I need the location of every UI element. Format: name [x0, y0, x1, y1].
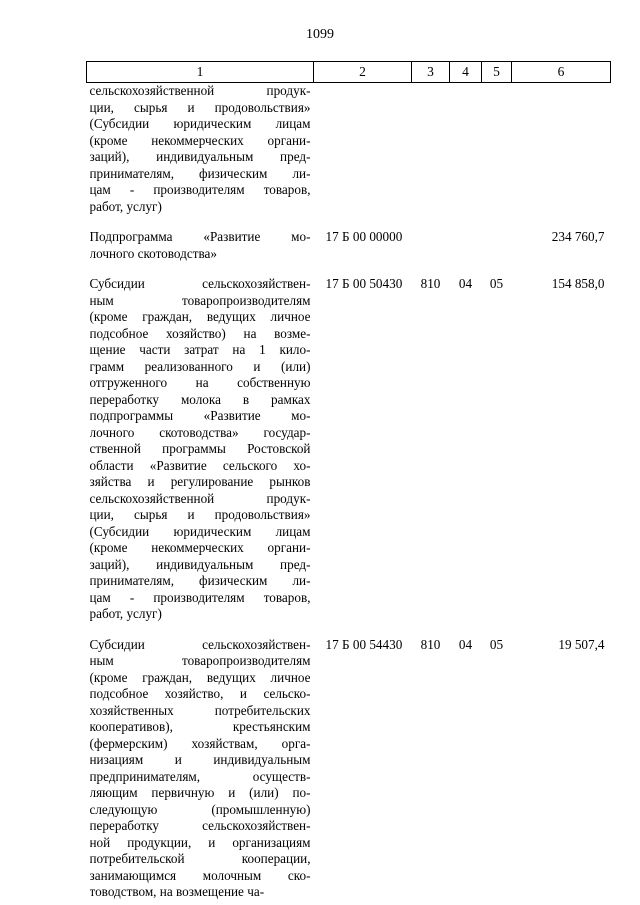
- spacer-cell: [450, 262, 482, 276]
- description-line: грамм реализованного и (или): [89, 358, 311, 374]
- description-line: переработку сельскохозяйствен-: [89, 818, 311, 833]
- description-line: сельскохозяйственной продук-: [89, 490, 311, 506]
- description-line: (кроме некоммерческих органи-: [89, 132, 311, 148]
- header-col-3: 3: [412, 62, 450, 83]
- description-line: цам - производителям товаров,: [89, 589, 311, 605]
- row-code: 17 Б 00 00000: [325, 229, 403, 244]
- description-line: области «Развитие сельского хо-: [89, 457, 311, 473]
- description-line: зяйства и регулирование рынков: [89, 474, 311, 489]
- description-line: предпринимателям, осуществ-: [89, 768, 311, 784]
- row-amount: 154 858,0: [551, 276, 605, 291]
- spacer-cell: [87, 215, 314, 229]
- row-amount: 19 507,4: [558, 636, 605, 652]
- description-line: товодством, на возмещение ча-: [89, 884, 265, 899]
- description-line: отгруженного на собственную: [89, 375, 311, 390]
- description-line: принимателям, физическим ли-: [89, 573, 311, 588]
- description-line: (кроме граждан, ведущих личное: [89, 309, 311, 324]
- table-row: [87, 229, 611, 262]
- description-line: сельскохозяйственной продук-: [89, 83, 311, 98]
- description-line: ной продукции, и организациям: [89, 834, 311, 850]
- row-spacer: [87, 262, 611, 276]
- table-row: [87, 637, 611, 901]
- spacer-cell: [87, 623, 314, 637]
- spacer-cell: [314, 215, 412, 229]
- row-col-3: 810: [420, 636, 441, 652]
- description-line: работ, услуг): [89, 606, 162, 621]
- row-description: [87, 637, 314, 901]
- row-code: 17 Б 00 54430: [325, 636, 403, 652]
- table-header: [87, 62, 611, 83]
- description-line: потребительской кооперации,: [89, 851, 311, 866]
- description-line: ным товаропроизводителям: [89, 653, 311, 668]
- description-line: ственной программы Ростовской: [89, 441, 311, 456]
- row-col-4: 04: [458, 276, 473, 291]
- spacer-cell: [512, 623, 611, 637]
- description-line: подсобное хозяйство) на возме-: [89, 325, 311, 341]
- row-col-3: [412, 229, 450, 262]
- spacer-cell: [450, 215, 482, 229]
- row-description: [87, 276, 314, 623]
- description-line: щение части затрат на 1 кило-: [89, 342, 311, 357]
- row-col-3: 810: [420, 276, 441, 291]
- budget-table: [86, 61, 611, 901]
- row-description: [87, 229, 314, 262]
- description-line: принимателям, физическим ли-: [89, 165, 311, 181]
- description-line: (кроме некоммерческих органи-: [89, 540, 311, 555]
- description-line: ции, сырья и продовольствия»: [89, 507, 311, 522]
- description-line: следующую (промышленную): [89, 801, 311, 817]
- row-col-3: [412, 83, 450, 216]
- description-line: работ, услуг): [89, 198, 162, 214]
- row-spacer: [87, 215, 611, 229]
- spacer-cell: [450, 623, 482, 637]
- row-code: 17 Б 00 50430: [325, 276, 403, 291]
- description-line: (фермерским) хозяйствам, орга-: [89, 735, 311, 751]
- row-col-4: [450, 83, 482, 216]
- description-line: Субсидии сельскохозяйствен-: [89, 636, 311, 652]
- description-line: занимающимся молочным ско-: [89, 867, 311, 883]
- description-line: переработку молока в рамках: [89, 391, 311, 407]
- row-col-5: [482, 229, 512, 262]
- spacer-cell: [482, 262, 512, 276]
- description-line: хозяйственных потребительских: [89, 702, 311, 718]
- table-body: [87, 83, 611, 901]
- description-line: заций), индивидуальным пред-: [89, 556, 311, 572]
- row-col-5: [482, 83, 512, 216]
- description-line: ции, сырья и продовольствия»: [89, 99, 311, 115]
- header-col-1: 1: [87, 62, 314, 83]
- row-description: [87, 83, 314, 216]
- description-line: подпрограммы «Развитие мо-: [89, 408, 311, 423]
- header-col-6: 6: [512, 62, 611, 83]
- page-number: 1099: [306, 27, 334, 42]
- description-line: кооперативов), крестьянским: [89, 719, 311, 734]
- description-line: цам - производителям товаров,: [89, 182, 311, 197]
- description-line: Субсидии сельскохозяйствен-: [89, 276, 311, 291]
- description-line: (Субсидии юридическим лицам: [89, 523, 311, 539]
- spacer-cell: [412, 623, 450, 637]
- row-col-5: 05: [489, 636, 504, 652]
- budget-table-container: [86, 61, 610, 901]
- table-row: [87, 276, 611, 623]
- description-line: подсобное хозяйство, и сельско-: [89, 686, 311, 701]
- spacer-cell: [412, 262, 450, 276]
- spacer-cell: [482, 215, 512, 229]
- spacer-cell: [314, 623, 412, 637]
- description-line: (Субсидии юридическим лицам: [89, 116, 311, 131]
- row-col-4: 04: [458, 636, 473, 652]
- spacer-cell: [87, 262, 314, 276]
- description-line: Подпрограмма «Развитие мо-: [89, 229, 311, 244]
- spacer-cell: [512, 262, 611, 276]
- description-line: лочного скотоводства» государ-: [89, 424, 311, 440]
- header-col-5: 5: [482, 62, 512, 83]
- spacer-cell: [314, 262, 412, 276]
- description-line: ным товаропроизводителям: [89, 292, 311, 308]
- table-row: [87, 83, 611, 216]
- spacer-cell: [412, 215, 450, 229]
- header-col-2: 2: [314, 62, 412, 83]
- row-code: [314, 83, 412, 216]
- row-spacer: [87, 623, 611, 637]
- description-line: низациям и индивидуальным: [89, 752, 311, 767]
- row-col-5: 05: [489, 276, 504, 291]
- description-line: (кроме граждан, ведущих личное: [89, 669, 311, 685]
- row-amount: [512, 83, 611, 216]
- spacer-cell: [512, 215, 611, 229]
- description-line: ляющим первичную и (или) по-: [89, 785, 311, 800]
- spacer-cell: [482, 623, 512, 637]
- description-line: лочного скотоводства»: [89, 245, 217, 261]
- row-col-4: [450, 229, 482, 262]
- description-line: заций), индивидуальным пред-: [89, 149, 311, 164]
- header-col-4: 4: [450, 62, 482, 83]
- row-amount: 234 760,7: [551, 229, 605, 244]
